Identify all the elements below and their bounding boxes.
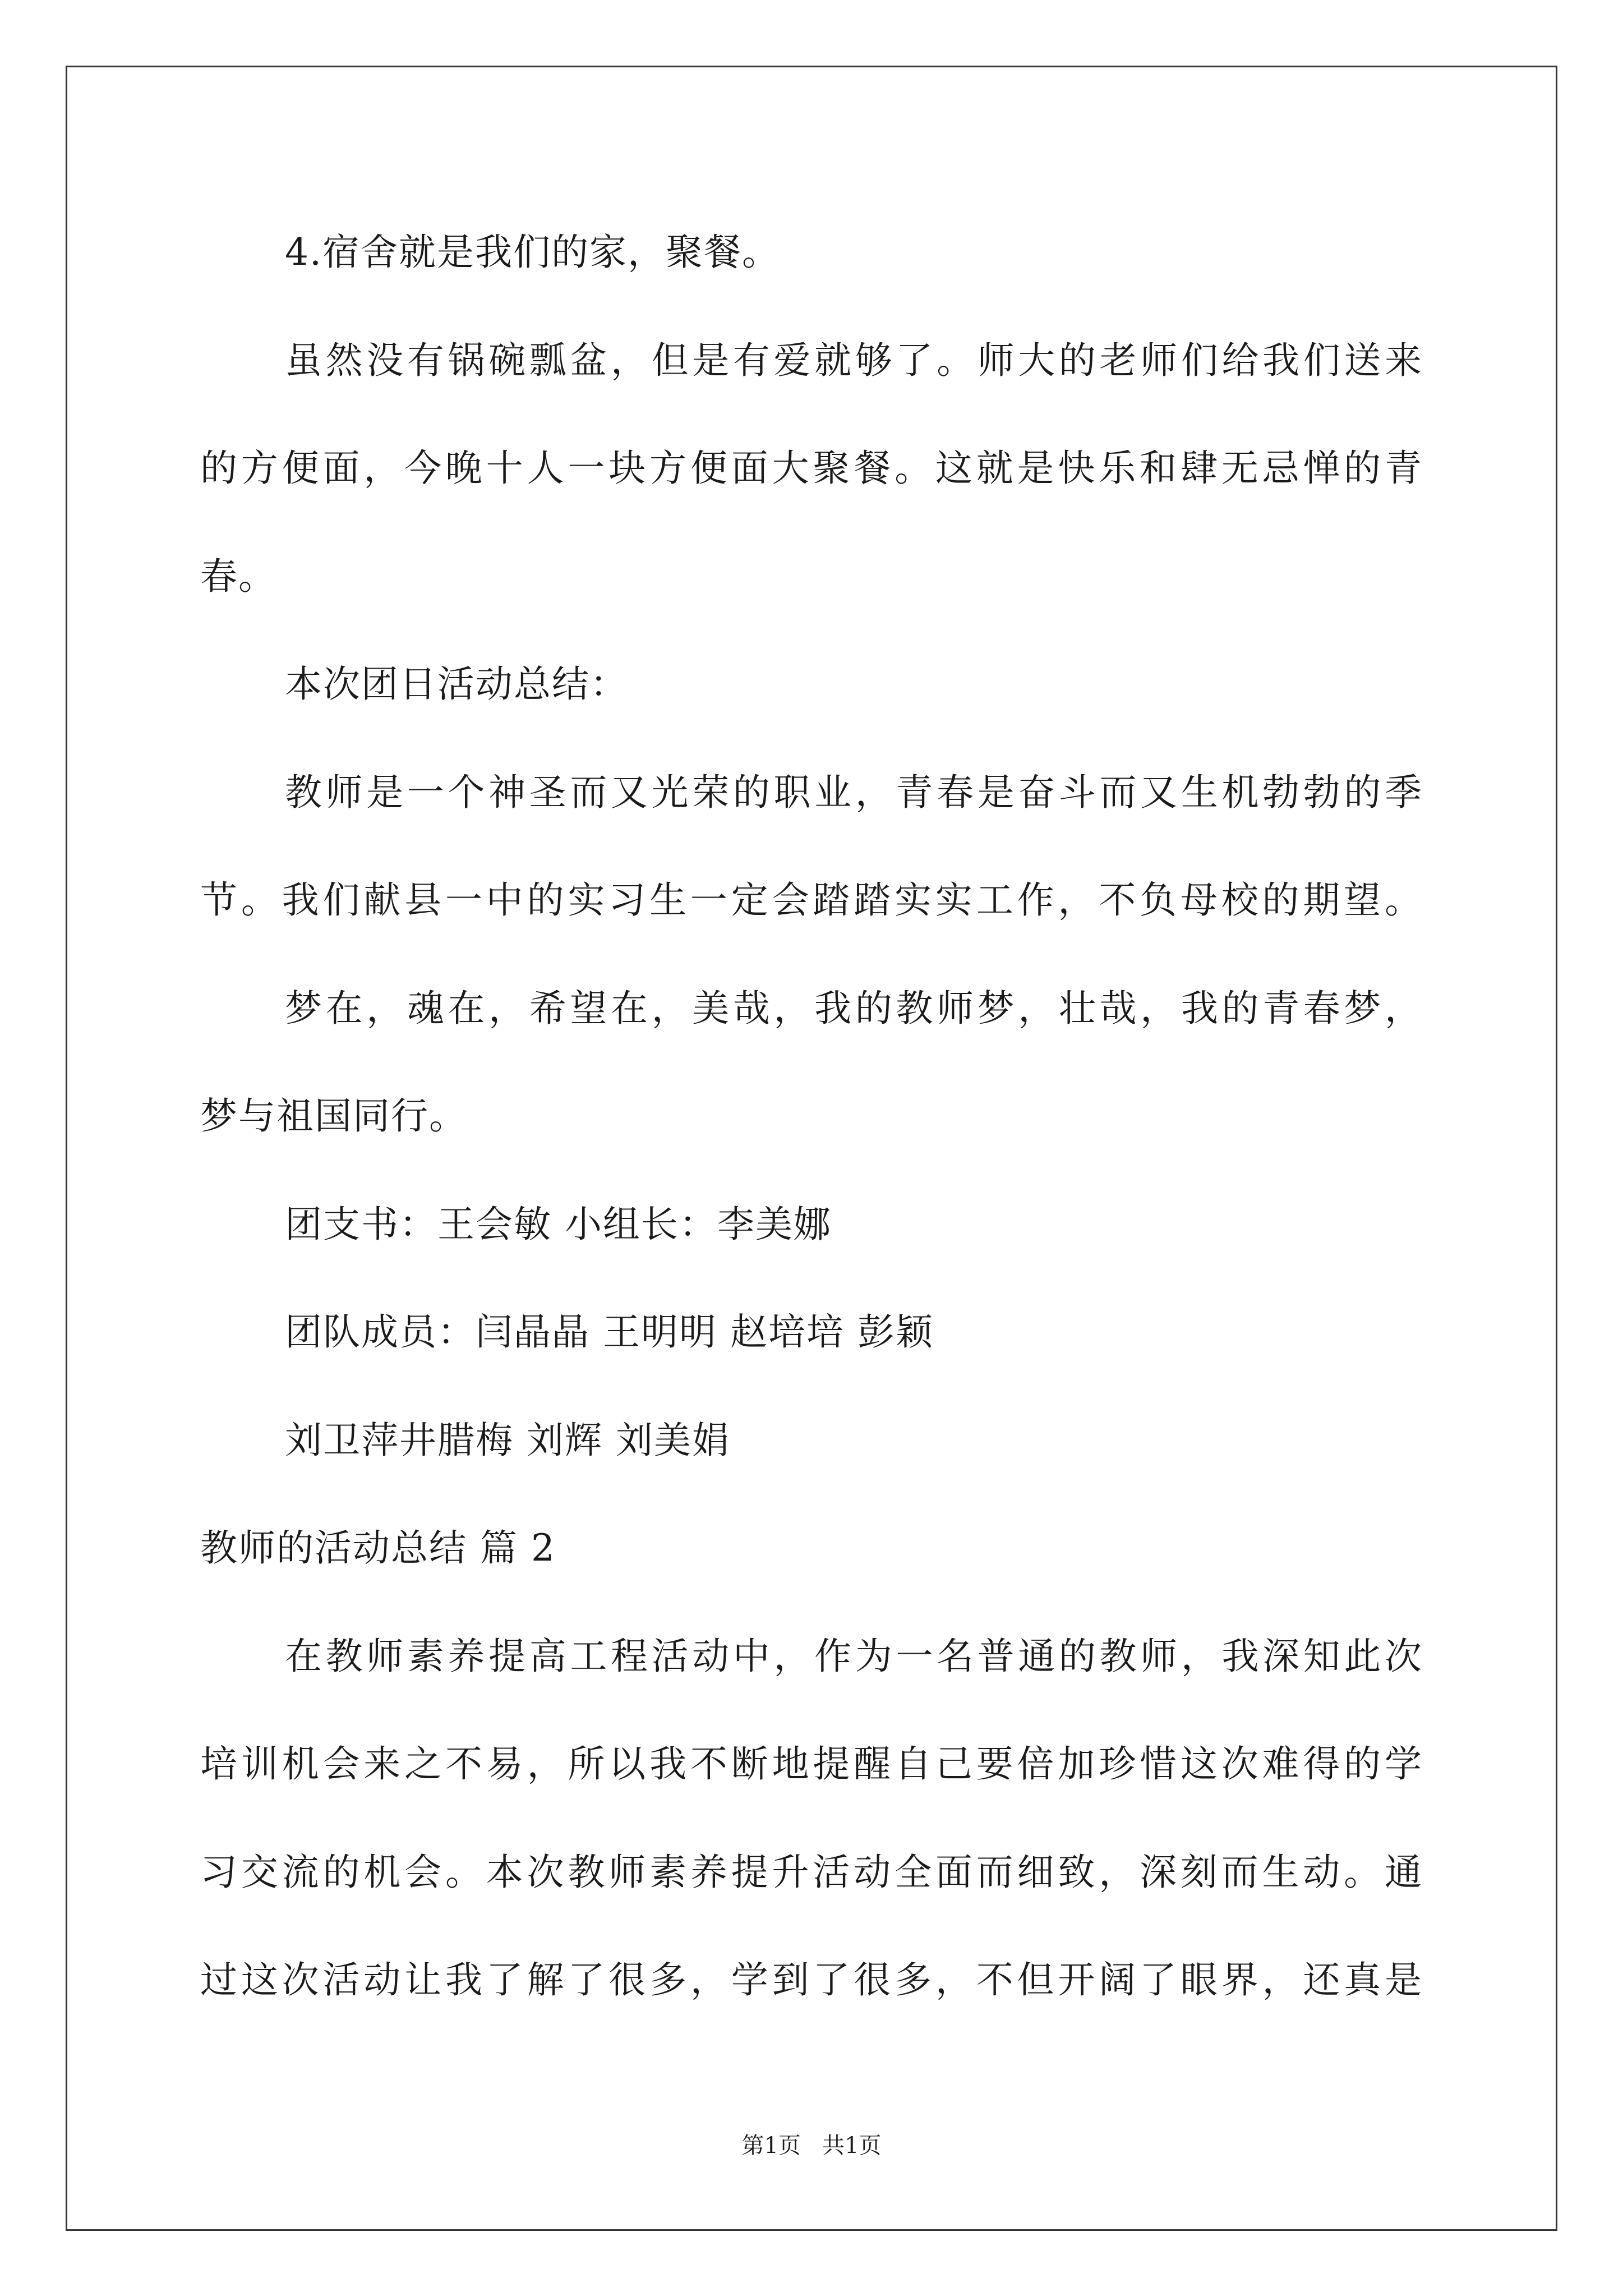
paragraph-line: 虽然没有锅碗瓢盆，但是有爱就够了。师大的老师们给我们送来 (285, 339, 1423, 382)
paragraph-line: 刘卫萍井腊梅 刘辉 刘美娟 (285, 1419, 730, 1462)
paragraph-line: 培训机会来之不易，所以我不断地提醒自己要倍加珍惜这次难得的学 (200, 1742, 1423, 1786)
paragraph-line: 过这次活动让我了解了很多，学到了很多，不但开阔了眼界，还真是 (200, 1958, 1423, 2001)
paragraph-line: 节。我们献县一中的实习生一定会踏踏实实工作，不负母校的期望。 (200, 878, 1423, 922)
page-footer: 第1页 共1页 (741, 2133, 882, 2159)
paragraph-line: 春。 (200, 555, 276, 598)
paragraph-line: 的方便面，今晚十人一块方便面大聚餐。这就是快乐和肆无忌惮的青 (200, 447, 1423, 490)
paragraph-line: 梦在，魂在，希望在，美哉，我的教师梦，壮哉，我的青春梦， (285, 987, 1423, 1030)
paragraph-line: 团支书：王会敏 小组长：李美娜 (285, 1203, 832, 1246)
paragraph-line: 团队成员：闫晶晶 王明明 赵培培 彭颖 (285, 1310, 934, 1354)
paragraph-line: 梦与祖国同行。 (200, 1094, 467, 1138)
paragraph-line: 教师是一个神圣而又光荣的职业，青春是奋斗而又生机勃勃的季 (285, 771, 1423, 814)
paragraph-line: 习交流的机会。本次教师素养提升活动全面而细致，深刻而生动。通 (200, 1851, 1423, 1894)
section-heading: 教师的活动总结 篇 2 (200, 1526, 556, 1570)
page-border (66, 66, 1557, 2231)
paragraph-line: 在教师素养提高工程活动中，作为一名普通的教师，我深知此次 (285, 1635, 1423, 1678)
paragraph-line: 本次团日活动总结： (285, 662, 628, 706)
paragraph-line: 4.宿舍就是我们的家，聚餐。 (285, 231, 780, 274)
